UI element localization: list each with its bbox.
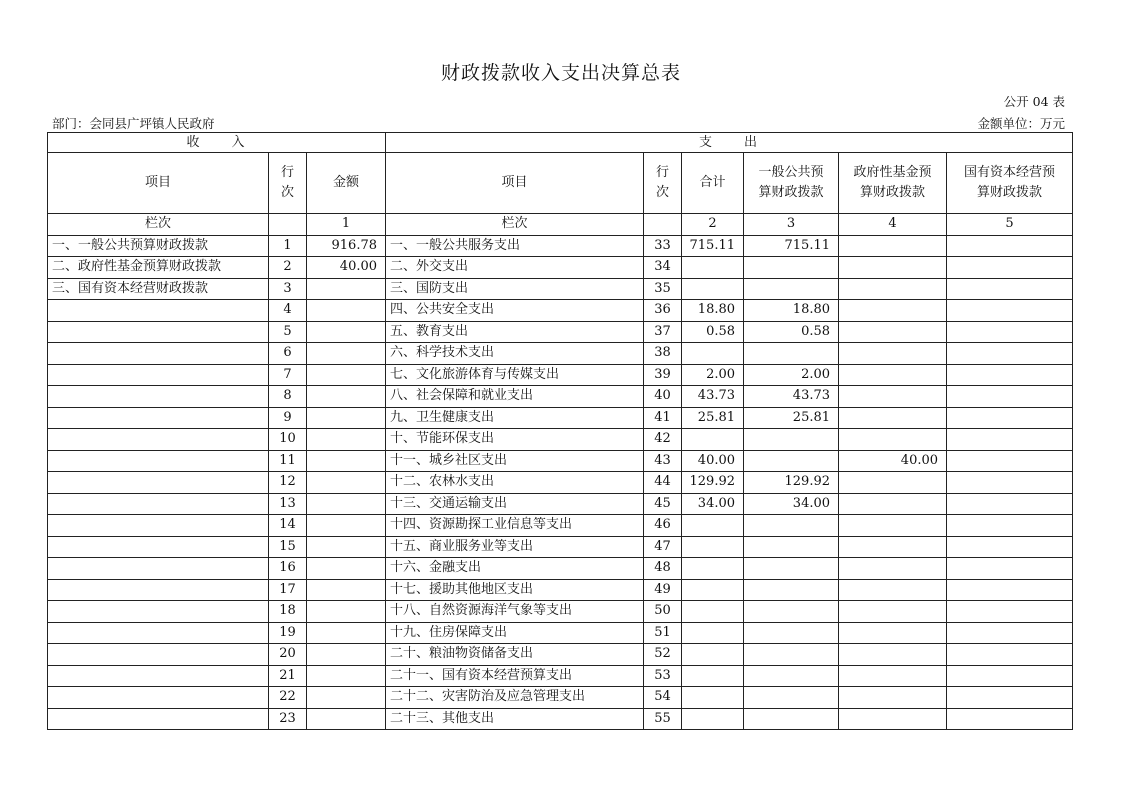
income-amount-header: 金额 — [307, 153, 386, 214]
total-cell — [682, 515, 744, 537]
general-budget-cell — [744, 450, 839, 472]
expense-item-cell: 六、科学技术支出 — [386, 343, 644, 365]
total-cell: 25.81 — [682, 407, 744, 429]
general-budget-cell — [744, 622, 839, 644]
income-line-no-cell: 15 — [269, 536, 307, 558]
expense-item-cell: 四、公共安全支出 — [386, 300, 644, 322]
gov-fund-cell — [839, 687, 947, 709]
table-row — [48, 257, 1073, 279]
general-budget-cell: 715.11 — [744, 235, 839, 257]
expense-line-no-cell: 51 — [644, 622, 682, 644]
expense-item-cell: 十八、自然资源海洋气象等支出 — [386, 601, 644, 623]
state-capital-cell — [947, 386, 1073, 408]
total-cell — [682, 278, 744, 300]
general-budget-cell — [744, 687, 839, 709]
table-row — [48, 601, 1073, 623]
index-fund-col: 4 — [839, 214, 947, 236]
table-row — [48, 364, 1073, 386]
expense-line-no-cell: 46 — [644, 515, 682, 537]
expense-item-cell: 一、一般公共服务支出 — [386, 235, 644, 257]
income-amount-cell — [307, 493, 386, 515]
income-item-cell — [48, 386, 269, 408]
income-amount-cell — [307, 429, 386, 451]
expense-item-cell: 二十一、国有资本经营预算支出 — [386, 665, 644, 687]
income-line-no-cell: 13 — [269, 493, 307, 515]
gov-fund-cell — [839, 407, 947, 429]
expense-line-no-cell: 52 — [644, 644, 682, 666]
expense-item-cell: 三、国防支出 — [386, 278, 644, 300]
expense-line-no-cell: 48 — [644, 558, 682, 580]
table-row — [48, 622, 1073, 644]
table-row — [48, 687, 1073, 709]
gov-fund-cell — [839, 579, 947, 601]
state-capital-cell — [947, 278, 1073, 300]
income-line-no-cell: 3 — [269, 278, 307, 300]
total-cell: 2.00 — [682, 364, 744, 386]
general-budget-cell — [744, 536, 839, 558]
income-line-no-cell: 1 — [269, 235, 307, 257]
income-amount-cell — [307, 386, 386, 408]
income-item-cell: 三、国有资本经营财政拨款 — [48, 278, 269, 300]
amount-unit-label: 金额单位：万元 — [977, 116, 1065, 131]
income-item-header: 项目 — [48, 153, 269, 214]
state-capital-cell — [947, 257, 1073, 279]
general-budget-cell: 34.00 — [744, 493, 839, 515]
gov-fund-cell — [839, 493, 947, 515]
expense-item-cell: 五、教育支出 — [386, 321, 644, 343]
income-line-no-cell: 2 — [269, 257, 307, 279]
expense-line-no-cell: 55 — [644, 708, 682, 730]
income-item-cell — [48, 601, 269, 623]
income-amount-cell — [307, 407, 386, 429]
total-cell — [682, 558, 744, 580]
index-empty-cell — [644, 214, 682, 236]
total-cell — [682, 622, 744, 644]
income-amount-cell — [307, 601, 386, 623]
table-row — [48, 472, 1073, 494]
total-cell: 129.92 — [682, 472, 744, 494]
income-amount-cell — [307, 515, 386, 537]
total-cell: 18.80 — [682, 300, 744, 322]
gov-fund-cell — [839, 386, 947, 408]
income-item-cell — [48, 321, 269, 343]
total-cell — [682, 644, 744, 666]
income-line-no-cell: 17 — [269, 579, 307, 601]
income-line-no-cell: 5 — [269, 321, 307, 343]
table-row — [48, 579, 1073, 601]
state-capital-cell — [947, 407, 1073, 429]
general-budget-cell: 129.92 — [744, 472, 839, 494]
state-capital-cell — [947, 708, 1073, 730]
form-number: 公开 04 表 — [1003, 94, 1065, 109]
expense-item-cell: 十二、农林水支出 — [386, 472, 644, 494]
expense-line-no-cell: 44 — [644, 472, 682, 494]
income-item-cell — [48, 450, 269, 472]
table-row — [48, 536, 1073, 558]
total-cell — [682, 257, 744, 279]
income-amount-cell — [307, 665, 386, 687]
income-amount-cell — [307, 687, 386, 709]
table-row — [48, 450, 1073, 472]
total-cell — [682, 579, 744, 601]
state-capital-cell — [947, 493, 1073, 515]
expense-item-cell: 十三、交通运输支出 — [386, 493, 644, 515]
income-item-cell — [48, 472, 269, 494]
income-amount-cell — [307, 622, 386, 644]
income-item-cell — [48, 665, 269, 687]
income-item-cell — [48, 364, 269, 386]
income-item-cell — [48, 644, 269, 666]
income-item-cell — [48, 515, 269, 537]
gov-fund-cell — [839, 558, 947, 580]
section-header-row — [48, 133, 1073, 153]
income-item-cell — [48, 687, 269, 709]
gov-fund-cell — [839, 665, 947, 687]
index-expense-label: 栏次 — [386, 214, 644, 236]
income-amount-cell — [307, 343, 386, 365]
general-budget-cell: 18.80 — [744, 300, 839, 322]
table-row — [48, 515, 1073, 537]
income-item-cell — [48, 429, 269, 451]
expense-item-cell: 二十二、灾害防治及应急管理支出 — [386, 687, 644, 709]
expense-item-cell: 二十、粮油物资储备支出 — [386, 644, 644, 666]
total-cell — [682, 708, 744, 730]
income-line-no-cell: 10 — [269, 429, 307, 451]
income-line-no-cell: 18 — [269, 601, 307, 623]
income-amount-cell — [307, 579, 386, 601]
income-line-no-cell: 8 — [269, 386, 307, 408]
expense-item-cell: 二、外交支出 — [386, 257, 644, 279]
general-budget-cell — [744, 579, 839, 601]
expense-line-no-cell: 37 — [644, 321, 682, 343]
expense-line-no-cell: 39 — [644, 364, 682, 386]
expense-item-cell: 八、社会保障和就业支出 — [386, 386, 644, 408]
income-amount-cell: 916.78 — [307, 235, 386, 257]
table-row — [48, 493, 1073, 515]
general-budget-cell — [744, 515, 839, 537]
income-item-cell — [48, 622, 269, 644]
general-budget-cell: 0.58 — [744, 321, 839, 343]
general-budget-cell — [744, 278, 839, 300]
income-line-no-cell: 6 — [269, 343, 307, 365]
expense-item-cell: 十一、城乡社区支出 — [386, 450, 644, 472]
state-capital-cell — [947, 536, 1073, 558]
gov-fund-cell — [839, 300, 947, 322]
table-row — [48, 708, 1073, 730]
index-total-col: 2 — [682, 214, 744, 236]
gov-fund-cell — [839, 278, 947, 300]
index-amount-col: 1 — [307, 214, 386, 236]
department-label: 部门：会同县广坪镇人民政府 — [52, 116, 215, 131]
expense-line-no-cell: 41 — [644, 407, 682, 429]
gov-fund-cell — [839, 622, 947, 644]
expense-section-header: 支 出 — [386, 133, 1073, 153]
fiscal-summary-table — [47, 132, 1073, 730]
gov-fund-cell — [839, 429, 947, 451]
income-amount-cell — [307, 321, 386, 343]
general-budget-cell — [744, 558, 839, 580]
income-line-no-cell: 14 — [269, 515, 307, 537]
income-line-no-cell: 22 — [269, 687, 307, 709]
income-item-cell — [48, 579, 269, 601]
gov-fund-cell — [839, 515, 947, 537]
income-line-no-cell: 19 — [269, 622, 307, 644]
expense-line-no-cell: 42 — [644, 429, 682, 451]
income-line-no-cell: 4 — [269, 300, 307, 322]
gov-fund-cell — [839, 235, 947, 257]
expense-item-cell: 十四、资源勘探工业信息等支出 — [386, 515, 644, 537]
expense-item-cell: 九、卫生健康支出 — [386, 407, 644, 429]
total-cell — [682, 665, 744, 687]
expense-item-cell: 十五、商业服务业等支出 — [386, 536, 644, 558]
state-capital-cell — [947, 579, 1073, 601]
expense-item-header: 项目 — [386, 153, 644, 214]
income-line-no-cell: 20 — [269, 644, 307, 666]
expense-line-no-cell: 45 — [644, 493, 682, 515]
income-amount-cell — [307, 472, 386, 494]
income-item-cell — [48, 493, 269, 515]
table-row — [48, 558, 1073, 580]
income-amount-cell — [307, 536, 386, 558]
total-cell: 40.00 — [682, 450, 744, 472]
table-row — [48, 300, 1073, 322]
expense-line-no-cell: 54 — [644, 687, 682, 709]
total-cell: 34.00 — [682, 493, 744, 515]
state-capital-cell — [947, 644, 1073, 666]
gov-fund-cell — [839, 536, 947, 558]
gov-fund-cell — [839, 257, 947, 279]
state-capital-cell — [947, 558, 1073, 580]
general-budget-cell: 43.73 — [744, 386, 839, 408]
gov-fund-header: 政府性基金预算财政拨款 — [839, 153, 947, 214]
income-item-cell — [48, 343, 269, 365]
state-capital-cell — [947, 300, 1073, 322]
income-line-no-cell: 16 — [269, 558, 307, 580]
table-row — [48, 235, 1073, 257]
income-item-cell — [48, 300, 269, 322]
page-title: 财政拨款收入支出决算总表 — [440, 62, 681, 84]
income-item-cell — [48, 558, 269, 580]
gov-fund-cell — [839, 343, 947, 365]
table-row — [48, 386, 1073, 408]
total-header: 合计 — [682, 153, 744, 214]
expense-line-no-cell: 49 — [644, 579, 682, 601]
expense-line-no-cell: 36 — [644, 300, 682, 322]
income-amount-cell — [307, 644, 386, 666]
expense-item-cell: 十六、金融支出 — [386, 558, 644, 580]
income-amount-cell — [307, 364, 386, 386]
column-header-row — [48, 153, 1073, 214]
expense-line-no-cell: 50 — [644, 601, 682, 623]
table-row — [48, 278, 1073, 300]
general-budget-cell — [744, 644, 839, 666]
index-label: 栏次 — [48, 214, 269, 236]
total-cell — [682, 601, 744, 623]
gov-fund-cell — [839, 644, 947, 666]
state-capital-cell — [947, 235, 1073, 257]
income-item-cell — [48, 536, 269, 558]
expense-line-no-cell: 47 — [644, 536, 682, 558]
income-item-cell: 一、一般公共预算财政拨款 — [48, 235, 269, 257]
total-cell — [682, 536, 744, 558]
income-line-no-cell: 12 — [269, 472, 307, 494]
general-budget-cell — [744, 343, 839, 365]
expense-line-no-cell: 43 — [644, 450, 682, 472]
table-row — [48, 321, 1073, 343]
table-row — [48, 665, 1073, 687]
expense-line-no-cell: 40 — [644, 386, 682, 408]
state-capital-cell — [947, 515, 1073, 537]
general-budget-cell: 2.00 — [744, 364, 839, 386]
income-amount-cell — [307, 300, 386, 322]
state-capital-cell — [947, 665, 1073, 687]
table-row — [48, 407, 1073, 429]
expense-item-cell: 十九、住房保障支出 — [386, 622, 644, 644]
state-capital-cell — [947, 472, 1073, 494]
gov-fund-cell — [839, 708, 947, 730]
income-item-cell — [48, 407, 269, 429]
gov-fund-cell — [839, 321, 947, 343]
expense-item-cell: 二十三、其他支出 — [386, 708, 644, 730]
total-cell — [682, 687, 744, 709]
state-capital-cell — [947, 622, 1073, 644]
total-cell: 715.11 — [682, 235, 744, 257]
general-budget-cell — [744, 708, 839, 730]
expense-line-no-cell: 53 — [644, 665, 682, 687]
total-cell: 43.73 — [682, 386, 744, 408]
expense-item-cell: 十、节能环保支出 — [386, 429, 644, 451]
income-item-cell — [48, 708, 269, 730]
general-budget-cell — [744, 429, 839, 451]
general-budget-cell — [744, 665, 839, 687]
income-section-header: 收 入 — [48, 133, 386, 153]
expense-line-no-cell: 34 — [644, 257, 682, 279]
state-capital-cell — [947, 364, 1073, 386]
general-budget-cell — [744, 257, 839, 279]
total-cell — [682, 343, 744, 365]
gov-fund-cell — [839, 472, 947, 494]
state-capital-cell — [947, 321, 1073, 343]
income-amount-cell — [307, 278, 386, 300]
expense-item-cell: 十七、援助其他地区支出 — [386, 579, 644, 601]
gov-fund-cell — [839, 601, 947, 623]
index-empty-cell — [269, 214, 307, 236]
state-capital-cell — [947, 343, 1073, 365]
income-amount-cell — [307, 450, 386, 472]
expense-line-no-cell: 33 — [644, 235, 682, 257]
income-line-no-header: 行次 — [269, 153, 307, 214]
income-line-no-cell: 11 — [269, 450, 307, 472]
state-capital-header: 国有资本经营预算财政拨款 — [947, 153, 1073, 214]
income-amount-cell: 40.00 — [307, 257, 386, 279]
general-budget-cell: 25.81 — [744, 407, 839, 429]
index-row — [48, 214, 1073, 236]
index-state-col: 5 — [947, 214, 1073, 236]
gov-fund-cell — [839, 364, 947, 386]
total-cell: 0.58 — [682, 321, 744, 343]
table-row — [48, 429, 1073, 451]
income-line-no-cell: 7 — [269, 364, 307, 386]
income-amount-cell — [307, 558, 386, 580]
income-item-cell: 二、政府性基金预算财政拨款 — [48, 257, 269, 279]
expense-line-no-cell: 38 — [644, 343, 682, 365]
state-capital-cell — [947, 429, 1073, 451]
state-capital-cell — [947, 601, 1073, 623]
income-line-no-cell: 23 — [269, 708, 307, 730]
expense-line-no-cell: 35 — [644, 278, 682, 300]
income-line-no-cell: 9 — [269, 407, 307, 429]
income-line-no-cell: 21 — [269, 665, 307, 687]
state-capital-cell — [947, 450, 1073, 472]
expense-item-cell: 七、文化旅游体育与传媒支出 — [386, 364, 644, 386]
general-budget-header: 一般公共预算财政拨款 — [744, 153, 839, 214]
income-amount-cell — [307, 708, 386, 730]
table-row — [48, 644, 1073, 666]
state-capital-cell — [947, 687, 1073, 709]
general-budget-cell — [744, 601, 839, 623]
table-row — [48, 343, 1073, 365]
index-general-col: 3 — [744, 214, 839, 236]
total-cell — [682, 429, 744, 451]
gov-fund-cell: 40.00 — [839, 450, 947, 472]
expense-line-no-header: 行次 — [644, 153, 682, 214]
